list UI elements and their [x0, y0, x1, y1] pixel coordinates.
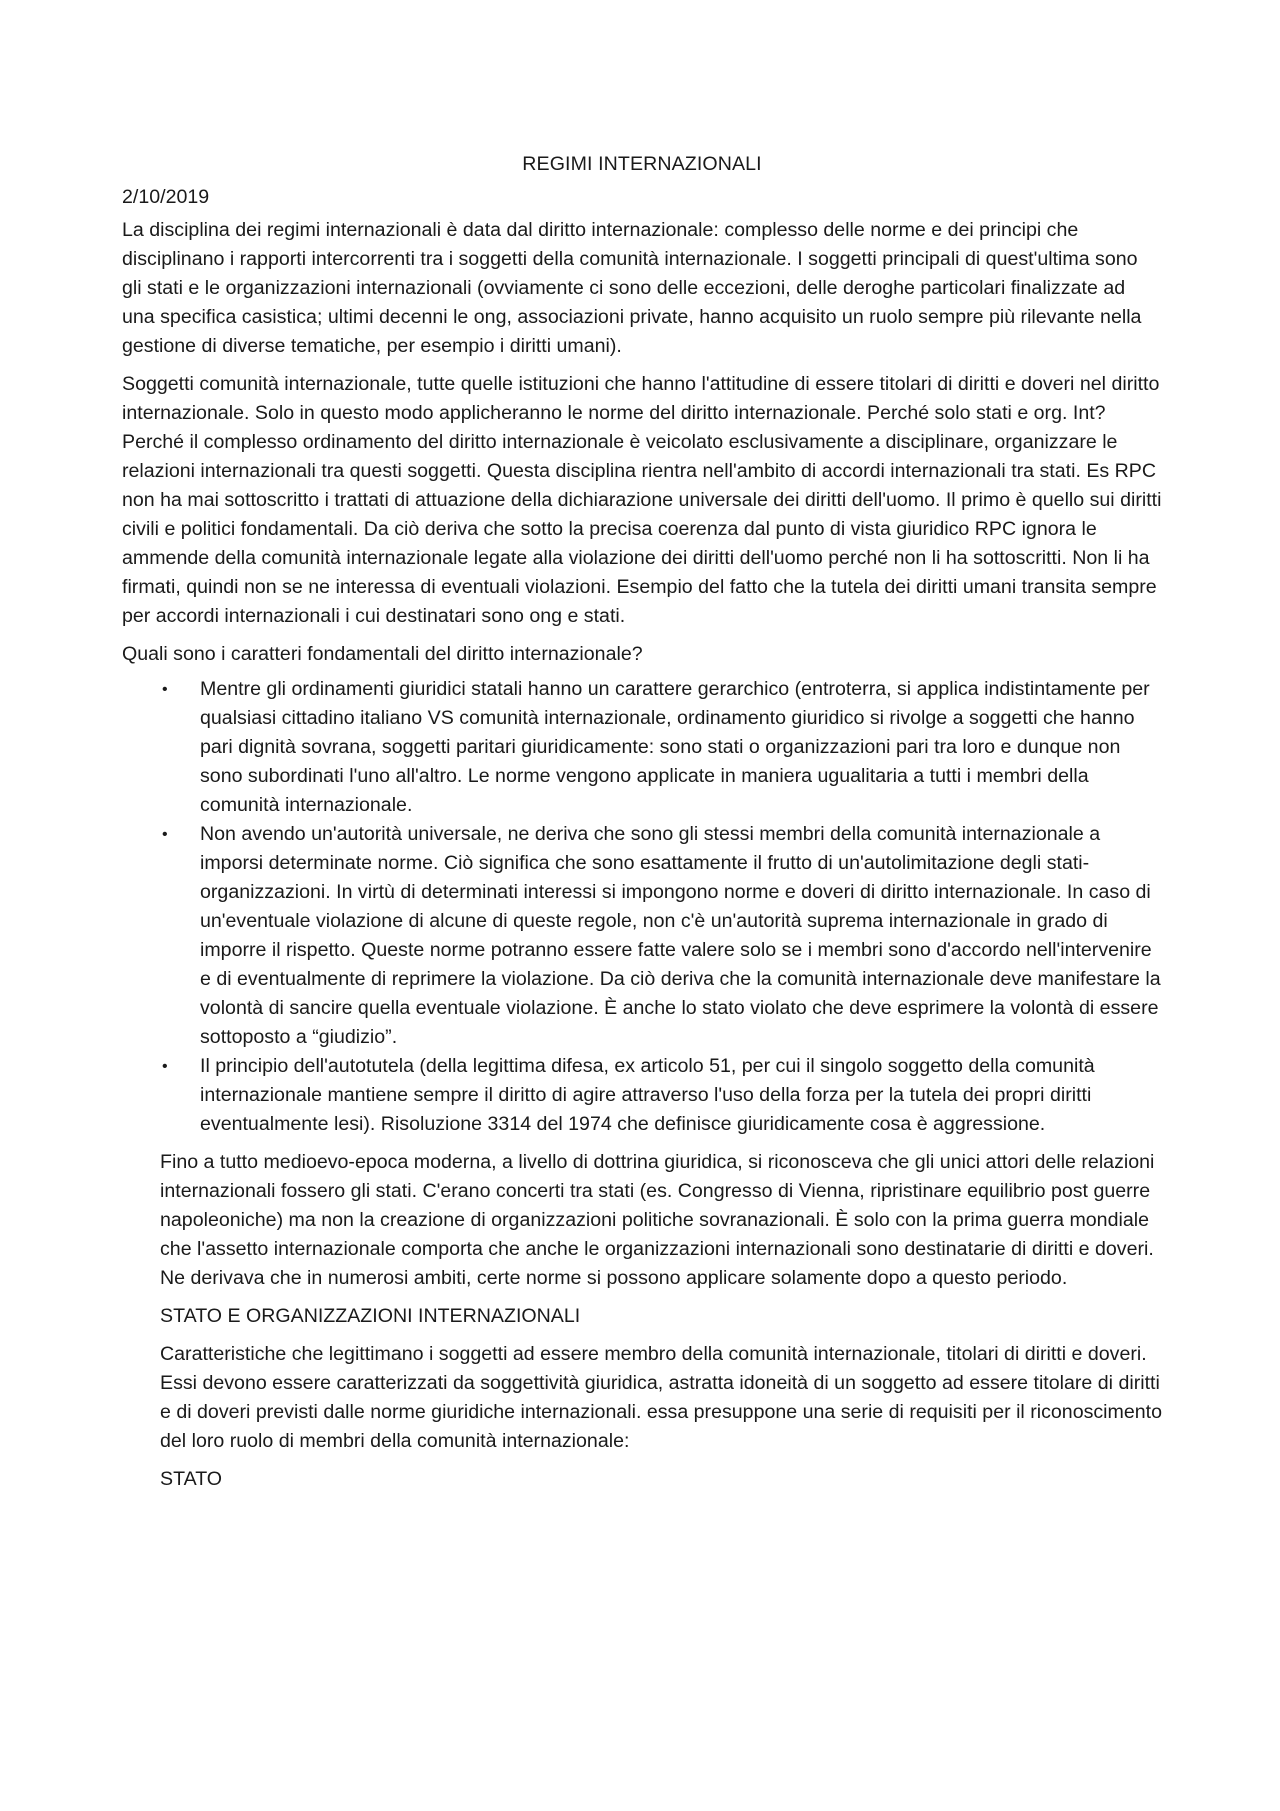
paragraph-history: Fino a tutto medioevo-epoca moderna, a livello di dottrina giuridica, si riconosceva che gli unici attori delle relazioni internazionali fossero gli stati. C'erano concerti tra stati (es. Congresso di Vienna, ripristinare equilibrio post guerre napoleoniche) ma non la creazione di organizzazioni politiche sovranazionali. È solo con la prima guerra mondiale che l'assetto internazionale comporta che anche le organizzazioni internazionali sono destinatarie di diritti e doveri. Ne derivava che in numerosi ambiti, certe norme si possono applicare solamente dopo a questo periodo. — [160, 1151, 1155, 1289]
paragraph-subjects: Soggetti comunità internazionale, tutte quelle istituzioni che hanno l'attitudine di essere titolari di diritti e doveri nel diritto internazionale. Solo in questo modo applicheranno le norme del diritto internazionale. Perché solo stati e org. Int? Perché il complesso ordinamento del diritto internazionale è veicolato esclusivamente a disciplinare, organizzare le relazioni internazionali tra questi soggetti. Questa disciplina rientra nell'ambito di accordi internazionali tra stati. Es RPC non ha mai sottoscritto i trattati di attuazione della dichiarazione universale dei diritti dell'uomo. Il primo è quello sui diritti civili e politici fondamentali. Da ciò deriva che sotto la precisa coerenza dal punto di vista giuridico RPC ignora le ammende della comunità internazionale legate alla violazione dei diritti dell'uomo perché non li ha sottoscritti. Non li ha firmati, quindi non se ne interessa di eventuali violazioni. Esempio del fatto che la tutela dei diritti umani transita sempre per accordi internazionali i cui destinatari sono ong e stati. — [122, 373, 1162, 627]
document-title: REGIMI INTERNAZIONALI — [522, 153, 762, 175]
paragraph-section: Caratteristiche che legittimano i soggetti ad essere membro della comunità internazionale, titolari di diritti e doveri. Essi devono essere caratterizzati da soggettività giuridica, astratta idoneità di un soggetto ad essere titolare di diritti e di doveri previsti dalle norme giuridiche internazionali. essa presuppone una serie di requisiti per il riconoscimento del loro ruolo di membri della comunità internazionale: — [160, 1343, 1162, 1452]
list-item — [122, 1052, 1162, 1139]
document-date: 2/10/2019 — [122, 186, 210, 208]
list-item — [122, 820, 1162, 1052]
document-body — [122, 150, 1162, 1503]
bullet-icon: • — [162, 681, 168, 698]
section-heading: STATO E ORGANIZZAZIONI INTERNAZIONALI — [160, 1305, 581, 1327]
paragraph-intro: La disciplina dei regimi internazionali è data dal diritto internazionale: complesso delle norme e dei principi che disciplinano i rapporti intercorrenti tra i soggetti della comunità internazionale. I soggetti principali di quest'ultima sono gli stati e le organizzazioni internazionali (ovviamente ci sono delle eccezioni, delle deroghe particolari finalizzate ad una specifica casistica; ultimi decenni le ong, associazioni private, hanno acquisito un ruolo sempre più rilevante nella gestione di diverse tematiche, per esempio i diritti umani). — [122, 219, 1142, 357]
list-item — [122, 675, 1162, 820]
bullet-icon: • — [162, 826, 168, 843]
list-item-text: Non avendo un'autorità universale, ne deriva che sono gli stessi membri della comunità internazionale a imporsi determinate norme. Ciò significa che sono esattamente il frutto di un'autolimitazione degli stati- organizzazioni. In virtù di determinati interessi si impongono norme e doveri di diritto internazionale. In caso di un'eventuale violazione di alcune di queste regole, non c'è un'autorità suprema internazionale in grado di imporre il rispetto. Queste norme potranno essere fatte valere solo se i membri sono d'accordo nell'intervenire e di eventualmente di reprimere la violazione. Da ciò deriva che la comunità internazionale deve manifestare la volontà di sancire quella eventuale violazione. È anche lo stato violato che deve esprimere la volontà di essere sottoposto a “giudizio”. — [200, 823, 1161, 1048]
question-heading: Quali sono i caratteri fondamentali del diritto internazionale? — [122, 643, 643, 665]
bullet-icon: • — [162, 1058, 168, 1075]
list-item-text: Il principio dell'autotutela (della legittima difesa, ex articolo 51, per cui il singolo soggetto della comunità internazionale mantiene sempre il diritto di agire attraverso l'uso della forza per la tutela dei propri diritti eventualmente lesi). Risoluzione 3314 del 1974 che definisce giuridicamente cosa è aggressione. — [200, 1055, 1095, 1135]
subheading-stato: STATO — [160, 1468, 223, 1490]
list-item-text: Mentre gli ordinamenti giuridici statali hanno un carattere gerarchico (entroterra, si applica indistintamente per qualsiasi cittadino italiano VS comunità internazionale, ordinamento giuridico si rivolge a soggetti che hanno pari dignità sovrana, soggetti paritari giuridicamente: sono stati o organizzazioni pari tra loro e dunque non sono subordinati l'uno all'altro. Le norme vengono applicate in maniera ugualitaria a tutti i membri della comunità internazionale. — [200, 678, 1150, 816]
characteristics-list — [122, 675, 1162, 1139]
